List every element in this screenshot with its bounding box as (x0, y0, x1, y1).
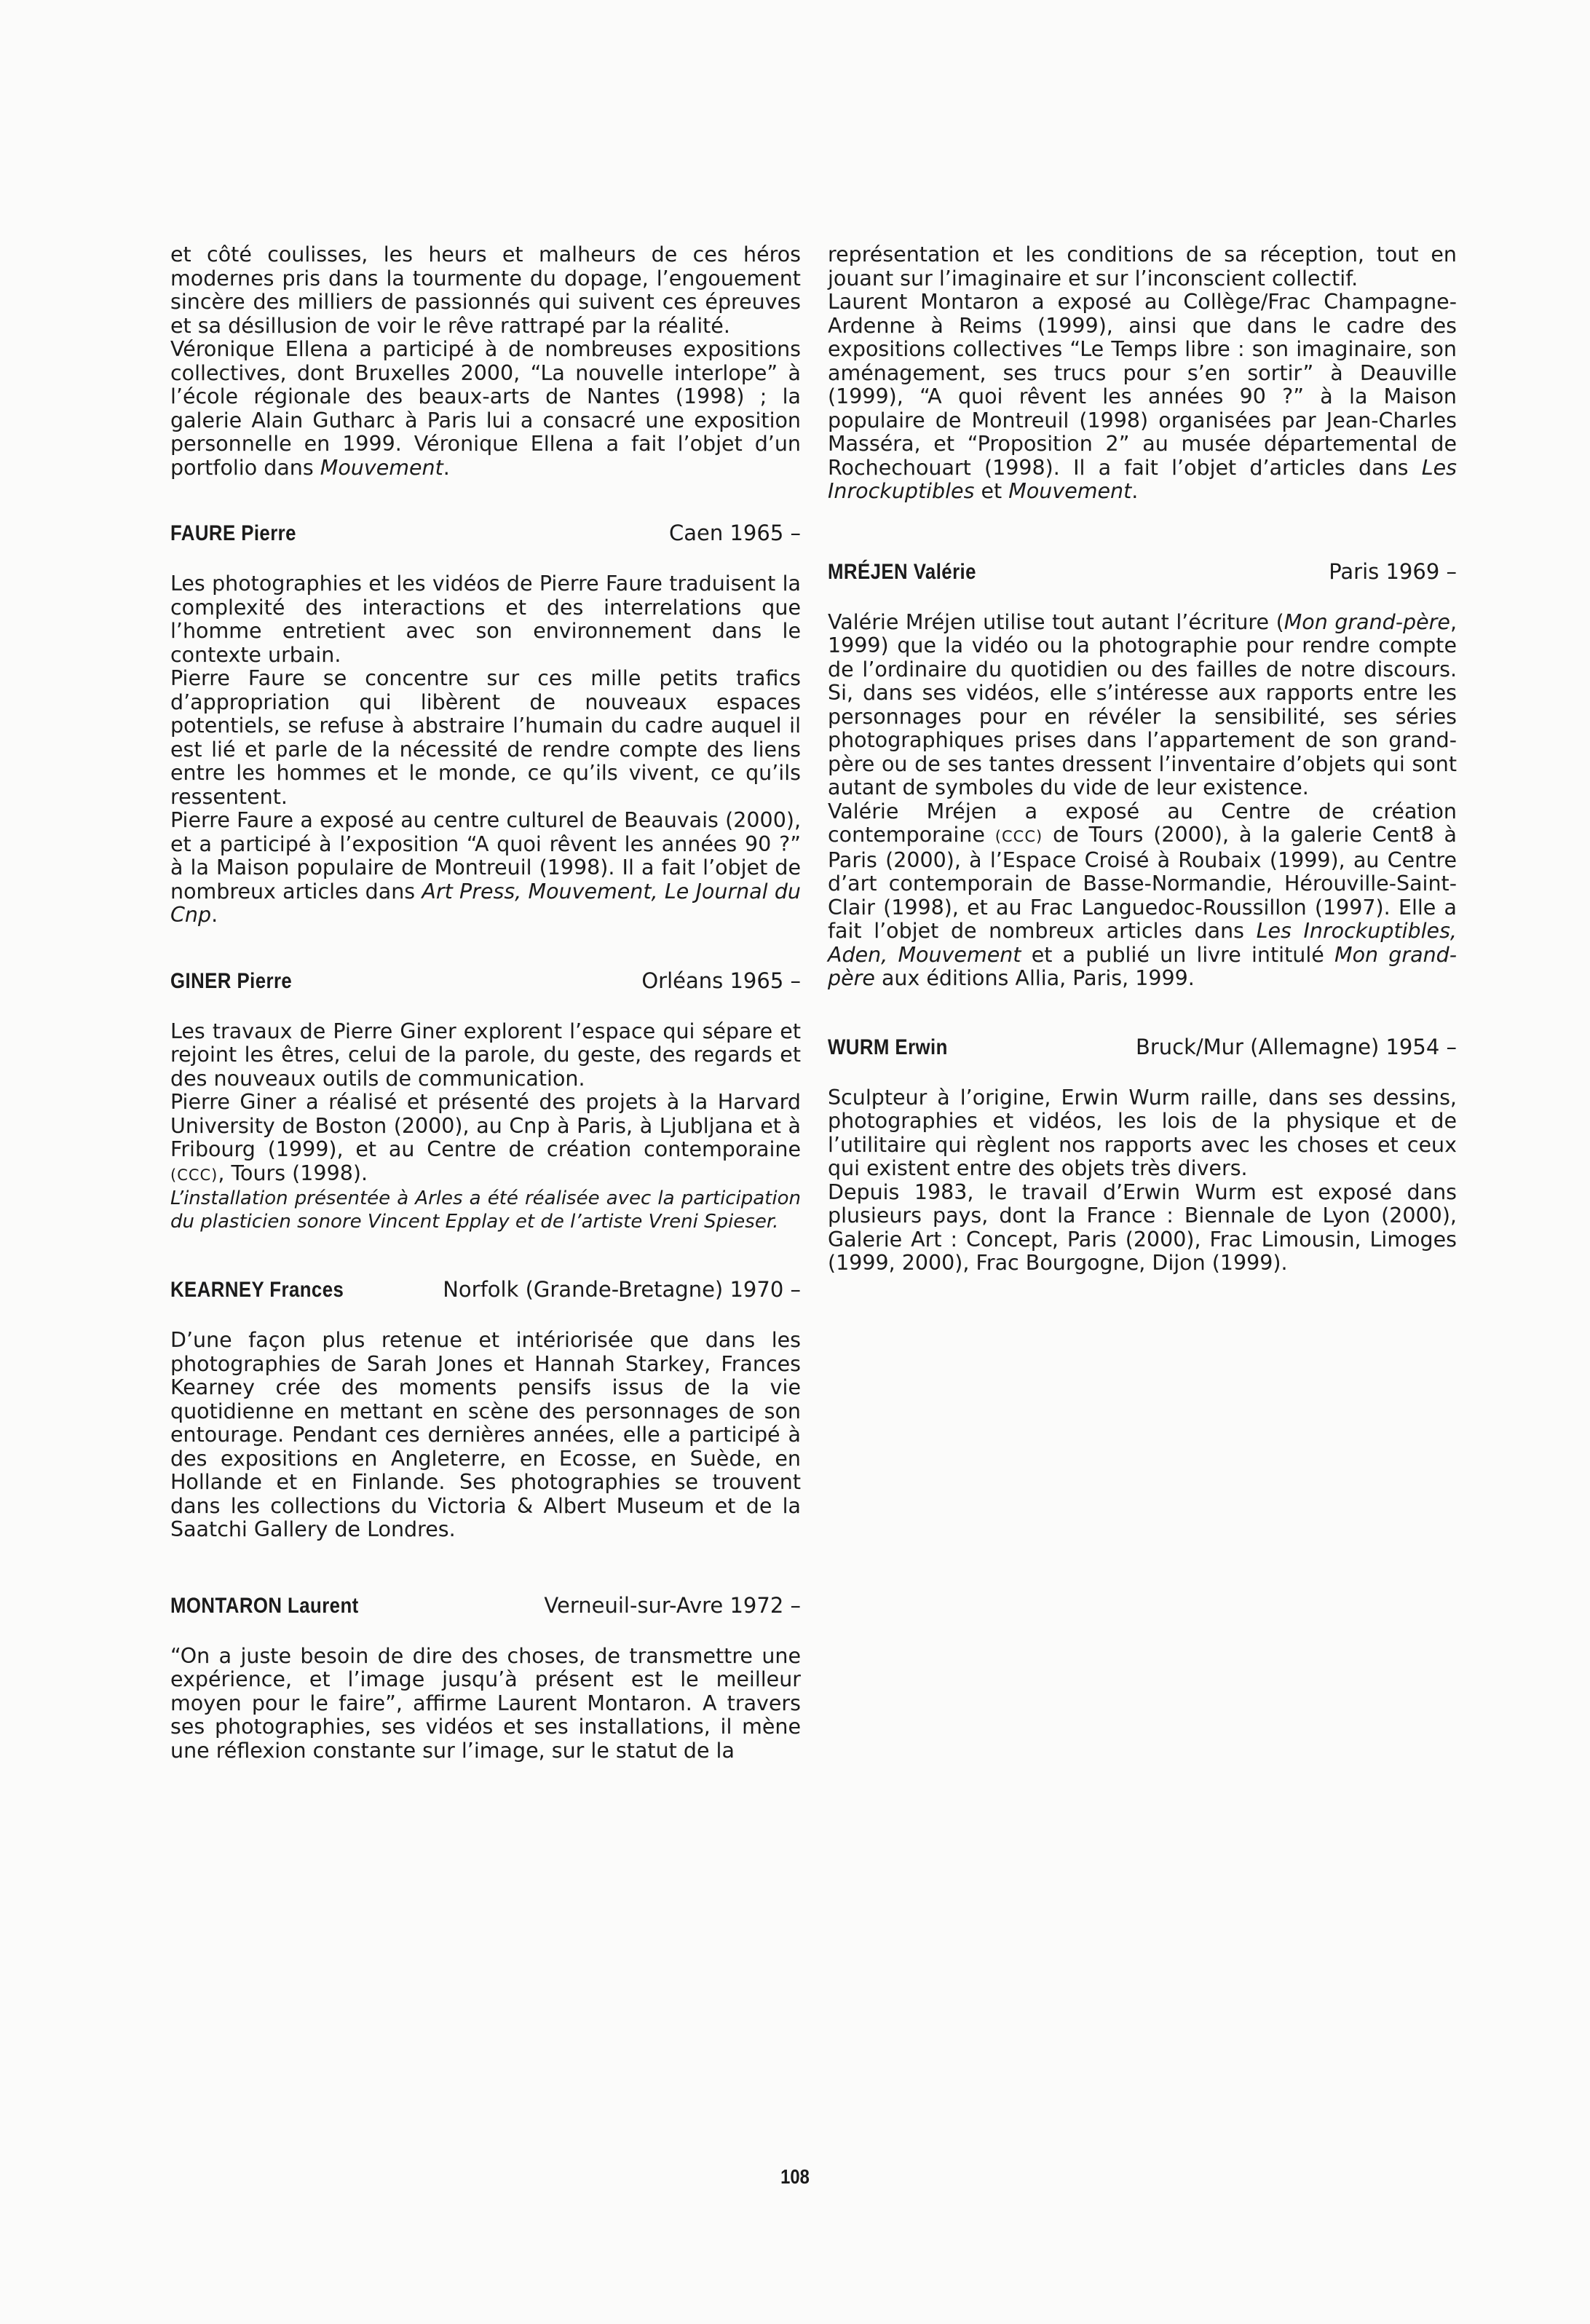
italic-title: Mon grand-père (1284, 609, 1450, 634)
italic-title: Les Inrockuptibles, Aden, Mouvement (828, 919, 1457, 967)
text-run: Pierre Faure a exposé au centre culturel de Beauvais (2000), et a participé à l’exposition “A quoi rêvent les années 90 ?” à la Maison populaire de Montreuil (1998). Il a fait l’objet de nombreux articles dans (170, 808, 801, 904)
paragraph (170, 1091, 801, 1187)
entry-mrejen (828, 559, 1457, 991)
artist-origin: Bruck/Mur (Allemagne) 1954 – (1135, 1034, 1457, 1059)
paragraph: Sculpteur à l’origine, Erwin Wurm raille, dans ses dessins, photographies et vidéos, les lois de la physique et de l’utilitaire qui règlent nos rapports avec les choses et ceux qui existent entre des objets très divers. (828, 1085, 1457, 1180)
text-run: Valérie Mréjen utilise tout autant l’écriture ( (828, 609, 1284, 634)
paragraph: Depuis 1983, le travail d’Erwin Wurm est exposé dans plusieurs pays, dont la France : Biennale de Lyon (2000), Galerie Art : Concept, Paris (2000), Frac Limousin, Limoges (1999, 2000), Frac Bourgogne, Dijon (1999). (828, 1179, 1457, 1275)
text-run: . (443, 455, 450, 480)
entry-heading (170, 521, 801, 546)
entry-montaron (170, 1593, 801, 1763)
paragraph: “On a juste besoin de dire des choses, de transmettre une expérience, et l’image jusqu’à présent est le meilleur moyen pour le faire”, affirme Laurent Montaron. A travers ses photographies, ses vidéos et ses installations, il mène une réflexion constante sur l’image, sur le statut de la (170, 1643, 801, 1763)
text-run: de Tours (2000), à la galerie Cent8 à Paris (2000), à l’Espace Croisé à Roubaix (1999), au Centre d’art contemporain de Basse-Normandie, Hérouville-Saint-Clair (1998), et au Frac Languedoc-Roussillon (1997). Elle a fait l’objet de nombreux articles dans (828, 823, 1457, 943)
paragraph: et côté coulisses, les heurs et malheurs de ces héros modernes pris dans la tourmente du dopage, l’engouement sincère des milliers de passionnés qui suivent ces épreuves et sa désillusion de voir le rêve rattrapé par la réalité. (170, 242, 801, 338)
artist-origin: Norfolk (Grande-Bretagne) 1970 – (443, 1277, 801, 1302)
paragraph: Les photographies et les vidéos de Pierre Faure traduisent la complexité des interactions et des interrelations que l’homme entretient avec son environnement dans le contexte urbain. (170, 572, 801, 667)
italic-title: Mouvement (1008, 479, 1132, 503)
entry-kearney (170, 1277, 801, 1542)
right-column (828, 243, 1457, 1276)
paragraph (828, 800, 1457, 991)
page-number: 108 (780, 2165, 810, 2188)
installation-note: L’installation présentée à Arles a été réalisée avec la participation du plasticien sonore Vincent Epplay et de l’artiste Vreni Spieser. (170, 1187, 801, 1233)
artist-origin: Paris 1969 – (1329, 558, 1457, 584)
artist-origin: Orléans 1965 – (641, 968, 801, 993)
artist-origin: Verneuil-sur-Avre 1972 – (544, 1592, 801, 1618)
text-run: Pierre Giner a réalisé et présenté des projets à la Harvard University de Boston (2000), au Cnp à Paris, à Ljubljana et à Fribourg (1999), et au Centre de création contemporaine (170, 1090, 801, 1161)
paragraph: D’une façon plus retenue et intériorisée que dans les photographies de Sarah Jones et Hannah Starkey, Frances Kearney crée des moments pensifs issus de la vie quotidienne en mettant en scène des personnages de son entourage. Pendant ces dernières années, elle a participé à des expositions en Angleterre, en Ecosse, en Suède, en Hollande et en Finlande. Ses photographies se trouvent dans les collections du Victoria & Albert Museum et de la Saatchi Gallery de Londres. (170, 1328, 801, 1541)
text-run: aux éditions Allia, Paris, 1999. (874, 966, 1195, 990)
montaron-continued (828, 243, 1457, 504)
small-caps-abbr: (CCC) (170, 1166, 218, 1184)
text-run: , 1999) que la vidéo ou la photographie pour rendre compte de l’ordinaire du quotidien ou des failles de notre discours. Si, dans ses vidéos, elle s’intéresse aux rapports entre les personnages pour en révéler la sensibilité, ses séries photographiques prises dans l’appartement de son grand-père ou de ses tantes dressent l’inventaire d’objets qui sont autant de symboles du vide de leur existence. (828, 609, 1457, 799)
text-run: Valérie Mréjen a exposé au Centre de création contemporaine (828, 799, 1457, 847)
entry-heading (170, 968, 801, 994)
entry-heading (170, 1593, 801, 1618)
artist-name: FAURE Pierre (170, 521, 296, 545)
paragraph (170, 809, 801, 928)
paragraph (828, 290, 1457, 504)
text-run: et a publié un livre intitulé (1021, 942, 1334, 967)
entry-heading (828, 1035, 1457, 1060)
paragraph: représentation et les conditions de sa réception, tout en jouant sur l’imaginaire et sur l’inconscient collectif. (828, 242, 1457, 290)
paragraph: Pierre Faure se concentre sur ces mille petits trafics d’appropriation qui libèrent de nouveaux espaces potentiels, se refuse à abstraire l’humain du cadre auquel il est lié et parle de la nécessité de rendre compte des liens entre les hommes et le monde, ce qu’ils vivent, ce qu’ils ressentent. (170, 666, 801, 809)
italic-title: Mouvement (320, 455, 443, 480)
text-run: . (211, 903, 218, 927)
artist-name: WURM Erwin (828, 1035, 948, 1059)
text-run: Laurent Montaron a exposé au Collège/Frac Champagne-Ardenne à Reims (1999), ainsi que dans le cadre des expositions collectives “Le Temps libre : son imaginaire, son aménagement, ses trucs pour s’en sortir” à Deauville (1999), “A quoi rêvent les années 90 ?” à la Maison populaire de Montreuil (1998) organisées par Jean-Charles Masséra, et “Proposition 2” au musée départemental de Rochechouart (1998). Il a fait l’objet d’articles dans (828, 290, 1457, 480)
paragraph: Les travaux de Pierre Giner explorent l’espace qui sépare et rejoint les êtres, celui de la parole, du geste, des regards et des nouveaux outils de communication. (170, 1019, 801, 1091)
entry-heading (170, 1277, 801, 1303)
entry-wurm (828, 1035, 1457, 1276)
artist-origin: Caen 1965 – (669, 521, 801, 545)
paragraph (828, 611, 1457, 800)
italic-title: Mon grand-père (828, 942, 1458, 990)
artist-name: GINER Pierre (170, 968, 293, 993)
italic-title: Les Inrockuptibles (828, 455, 1457, 503)
paragraph (170, 338, 801, 480)
text-run: , Tours (1998). (218, 1161, 368, 1185)
small-caps-abbr: (CCC) (994, 828, 1043, 845)
entry-heading (828, 559, 1457, 585)
ellena-continued (170, 243, 801, 480)
left-column (170, 243, 801, 1763)
text-run: et (974, 479, 1009, 503)
italic-title: Art Press, Mouvement, Le Journal du Cnp (170, 879, 801, 927)
artist-name: MRÉJEN Valérie (828, 559, 976, 584)
artist-name: MONTARON Laurent (170, 1593, 359, 1618)
entry-giner (170, 968, 801, 1234)
entry-faure (170, 521, 801, 928)
text-run: . (1131, 479, 1139, 503)
text-run: Véronique Ellena a participé à de nombreuses expositions collectives, dont Bruxelles 2000, “La nouvelle interlope” à l’école régionale des beaux-arts de Nantes (1998) ; la galerie Alain Gutharc à Paris lui a consacré une exposition personnelle en 1999. Véronique Ellena a fait l’objet d’un portfolio dans (170, 337, 801, 480)
artist-name: KEARNEY Frances (170, 1278, 344, 1302)
